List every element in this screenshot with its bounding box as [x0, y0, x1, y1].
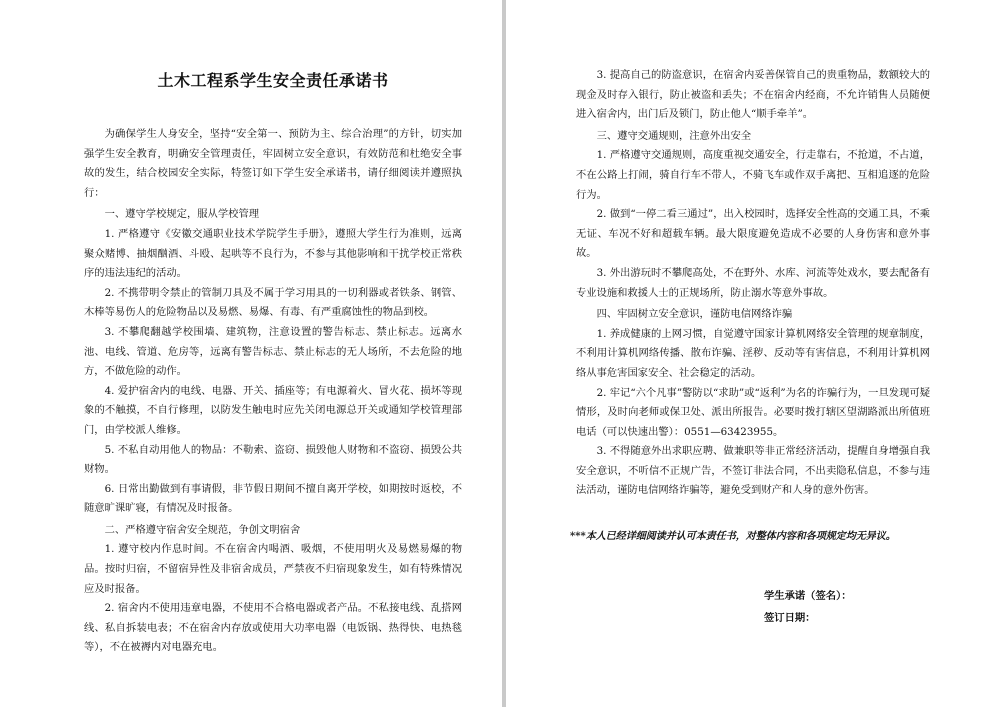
signing-date-label: 签订日期：: [764, 611, 816, 624]
section-heading-2: 二、严格遵守宿舍安全规范，争创文明宿舍: [104, 523, 301, 536]
rule-paragraph: 2. 不携带明令禁止的管制刀具及不属于学习用具的一切利器或者铁条、钢管、木棒等易伤人的危险物品以及易燃、易爆、有毒、有严重腐蚀性的物品到校。: [84, 286, 462, 319]
declaration-statement: ***本人已经详细阅读并认可本责任书，对整体内容和各项规定均无异议。: [570, 531, 896, 543]
student-signature-label: 学生承诺（签名）：: [764, 589, 852, 602]
rule-paragraph: 1. 遵守校内作息时间。不在宿舍内喝酒、吸烟，不使用明火及易燃易爆的物品。按时归宿，不留宿异性及非宿舍成员，严禁夜不归宿现象发生，如有特殊情况应及时报备。: [84, 543, 462, 595]
right-page-body: [576, 66, 930, 501]
section-heading-1: 一、遵守学校规定，服从学校管理: [104, 208, 260, 221]
intro-paragraph: 为确保学生人身安全，坚持“安全第一、预防为主、综合治理”的方针，切实加强学生安全教育，明确安全管理责任，牢固树立安全意识，有效防范和杜绝安全事故的发生，结合校园安全实际，特签订如下学生安全承诺书，请仔细阅读并遵照执行：: [84, 128, 462, 199]
left-page-body: [84, 125, 462, 658]
document-title: 土木工程系学生安全责任承诺书: [157, 71, 389, 90]
rule-paragraph: 4. 爱护宿舍内的电线、电器、开关、插座等；有电源着火、冒火花、损坏等现象的不触摸，不自行修理，以防发生触电时应先关闭电源总开关或通知学校管理部门，由学校派人维修。: [84, 384, 462, 436]
rule-paragraph: 2. 宿舍内不使用违章电器，不使用不合格电器或者产品。不私接电线、乱搭网线、私自拆装电表；不在宿舍内存放或使用大功率电器（电饭锅、热得快、电热毯等），不在被褥内对电器充电。: [84, 602, 462, 654]
rule-paragraph: 1. 严格遵守《安徽交通职业技术学院学生手册》，遵照大学生行为准则，远离聚众赌博、抽烟酗酒、斗殴、起哄等不良行为，不参与其他影响和干扰学校正常秩序的违法违纪的活动。: [84, 227, 462, 280]
rule-paragraph: 3. 不得随意外出求职应聘、做兼职等非正常经济活动，提醒自身增强自我安全意识，不听信不正规广告，不签订非法合同，不出卖隐私信息，不参与违法活动，谨防电信网络诈骗等，避免受到财产和人身的意外伤害。: [576, 445, 930, 497]
section-heading-3: 三、遵守交通规则，注意外出安全: [596, 129, 752, 142]
rule-paragraph: 1. 养成健康的上网习惯，自觉遵守国家计算机网络安全管理的规章制度，不利用计算机网络传播、散布诈骗、淫秽、反动等有害信息，不利用计算机网络从事危害国家安全、社会稳定的活动。: [576, 327, 930, 379]
rule-paragraph: 2. 牢记“六个凡事”警防以“求助”或“返利”为名的诈骗行为，一旦发现可疑情形，及时向老师或保卫处、派出所报告。必要时拨打辖区望湖路派出所值班电话（可以快速出警）：0551—63423955。: [576, 386, 930, 438]
rule-paragraph: 1. 严格遵守交通规则，高度重视交通安全，行走靠右，不抢道，不占道，不在公路上打闹，骑自行车不带人，不骑飞车或作双手离把、互相追逐的危险行为。: [576, 149, 930, 201]
rule-paragraph: 3. 提高自己的防盗意识，在宿舍内妥善保管自己的贵重物品，数额较大的现金及时存入银行，防止被盗和丢失；不在宿舍内经商，不允许销售人员随便进入宿舍内，出门后及锁门，防止他人“顺手牵羊”。: [576, 69, 930, 121]
document-page-left: [0, 0, 502, 707]
section-heading-4: 四、牢固树立安全意识，谨防电信网络诈骗: [596, 308, 793, 321]
signature-block: [576, 585, 930, 629]
rule-paragraph: 6. 日常出勤做到有事请假，非节假日期间不擅自离开学校，如期按时返校，不随意旷课旷寝，有情况及时报备。: [84, 482, 462, 515]
rule-paragraph: 2. 做到“一停二看三通过”，出入校园时，选择安全性高的交通工具，不乘无证、车况不好和超载车辆。最大限度避免造成不必要的人身伤害和意外事故。: [576, 208, 930, 260]
document-page-right: [506, 0, 1006, 707]
rule-paragraph: 3. 不攀爬翻越学校围墙、建筑物，注意设置的警告标志、禁止标志。远离水池、电线、管道、危房等，远离有警告标志、禁止标志的无人场所，不去危险的地方，不做危险的动作。: [84, 325, 462, 378]
rule-paragraph: 3. 外出游玩时不攀爬高处，不在野外、水库、河流等处戏水，要去配备有专业设施和救援人士的正规场所，防止溺水等意外事故。: [576, 266, 930, 299]
rule-paragraph: 5. 不私自动用他人的物品：不勒索、盗窃、损毁他人财物和不盗窃、损毁公共财物。: [84, 443, 462, 476]
